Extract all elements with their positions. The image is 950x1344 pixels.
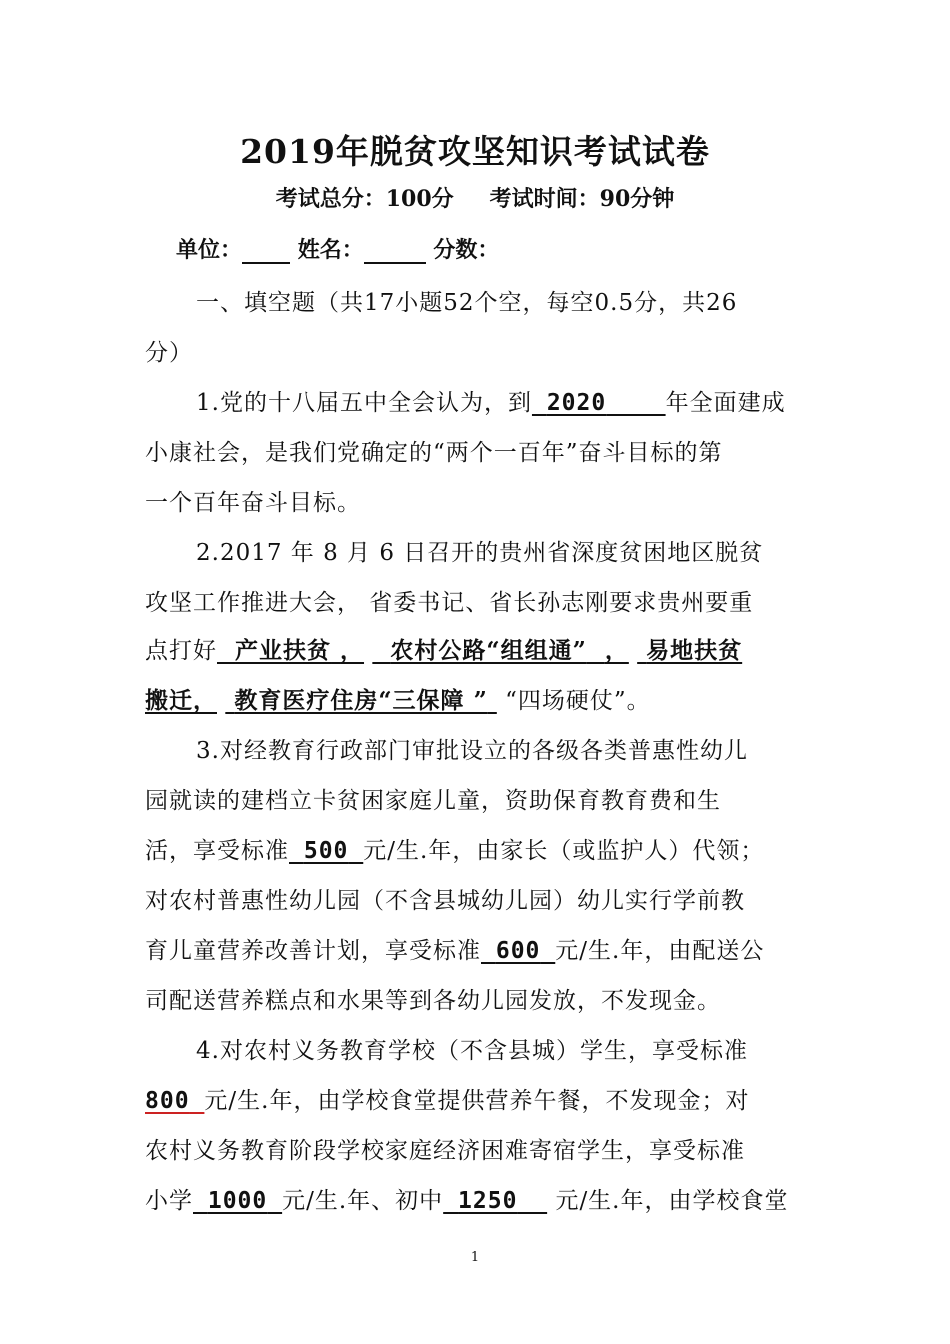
q2-line3 — [145, 636, 810, 666]
page-number: 1 — [470, 1250, 480, 1265]
comma: ， — [604, 637, 629, 664]
q4-line3: 农村义务教育阶段学校家庭经济困难寄宿学生，享受标准 — [145, 1138, 745, 1164]
q4-answer-3: 1250 — [458, 1188, 518, 1214]
q2-text-post: “四场硬仗”。 — [505, 688, 651, 714]
q2-answer-3a: 易地扶贫 — [646, 637, 743, 664]
q3-text: 育儿童营养改善计划，享受标准 — [145, 938, 481, 964]
score-label: 分数： — [433, 237, 500, 263]
unit-blank[interactable] — [242, 240, 290, 264]
q3-line3 — [145, 836, 810, 866]
section-heading-line2: 分） — [145, 340, 193, 366]
candidate-info — [176, 233, 499, 264]
q4-text: 小学 — [145, 1188, 193, 1214]
q2-answer-3b: 搬迁 — [145, 687, 193, 714]
q2-line4 — [145, 686, 810, 716]
q2-answer-4: 教育医疗住房“三保障 ” — [234, 687, 488, 714]
name-label: 姓名： — [297, 237, 364, 263]
q1-line3: 一个百年奋斗目标。 — [145, 490, 361, 516]
unit-label: 单位： — [176, 237, 243, 263]
q1-line1 — [196, 388, 810, 418]
q1-text-post: 年全面建成 — [665, 390, 786, 416]
q1-line2: 小康社会，是我们党确定的“两个一百年”奋斗目标的第 — [145, 440, 723, 466]
q4-text-mid: 元/生.年、初中 — [282, 1188, 444, 1214]
comma: ， — [340, 637, 365, 664]
q2-text: 点打好 — [145, 638, 217, 664]
q3-line6: 司配送营养糕点和水果等到各幼儿园发放，不发现金。 — [145, 988, 721, 1014]
q3-line4: 对农村普惠性幼儿园（不含县城幼儿园）幼儿实行学前教 — [145, 888, 745, 914]
q4-text-post: 元/生.年，由学校食堂 — [555, 1188, 789, 1214]
q4-answer-1: 800 — [145, 1088, 190, 1114]
q1-answer: 2020 — [546, 390, 607, 416]
q3-text-post: 元/生.年，由家长（或监护人）代领； — [363, 838, 765, 864]
exam-time: 考试时间：90分钟 — [489, 186, 675, 212]
comma: ， — [193, 687, 217, 714]
q4-text-post: 元/生.年，由学校食堂提供营养午餐，不发现金；对 — [204, 1088, 750, 1114]
q2-line2: 攻坚工作推进大会， 省委书记、省长孙志刚要求贵州要重 — [145, 590, 754, 616]
q3-line2: 园就读的建档立卡贫困家庭儿童，资助保育教育费和生 — [145, 788, 721, 814]
name-blank[interactable] — [364, 240, 426, 264]
q1-text: 1.党的十八届五中全会认为，到 — [196, 390, 532, 416]
page-title: 2019年脱贫攻坚知识考试试卷 — [240, 132, 710, 171]
q3-answer-2: 600 — [495, 938, 541, 964]
q4-line4 — [145, 1186, 810, 1216]
q3-text: 活，享受标准 — [145, 838, 289, 864]
total-score: 考试总分：100分 — [275, 186, 454, 212]
q2-line1: 2.2017 年 8 月 6 日召开的贵州省深度贫困地区脱贫 — [196, 540, 764, 566]
q3-line5 — [145, 936, 810, 966]
q2-answer-2: 农村公路“组组通” — [390, 637, 587, 664]
q4-line2 — [145, 1086, 810, 1116]
q3-line1: 3.对经教育行政部门审批设立的各级各类普惠性幼儿 — [196, 738, 748, 764]
q2-answer-1: 产业扶贫 — [235, 637, 332, 664]
q4-answer-2: 1000 — [207, 1188, 268, 1214]
section-heading-line1: 一、填空题（共17小题52个空，每空0.5分，共26 — [196, 290, 738, 316]
exam-subtitle — [0, 182, 950, 213]
q4-line1: 4.对农村义务教育学校（不含县城）学生，享受标准 — [196, 1038, 748, 1064]
q3-answer-1: 500 — [303, 838, 349, 864]
q3-text-post: 元/生.年，由配送公 — [555, 938, 765, 964]
